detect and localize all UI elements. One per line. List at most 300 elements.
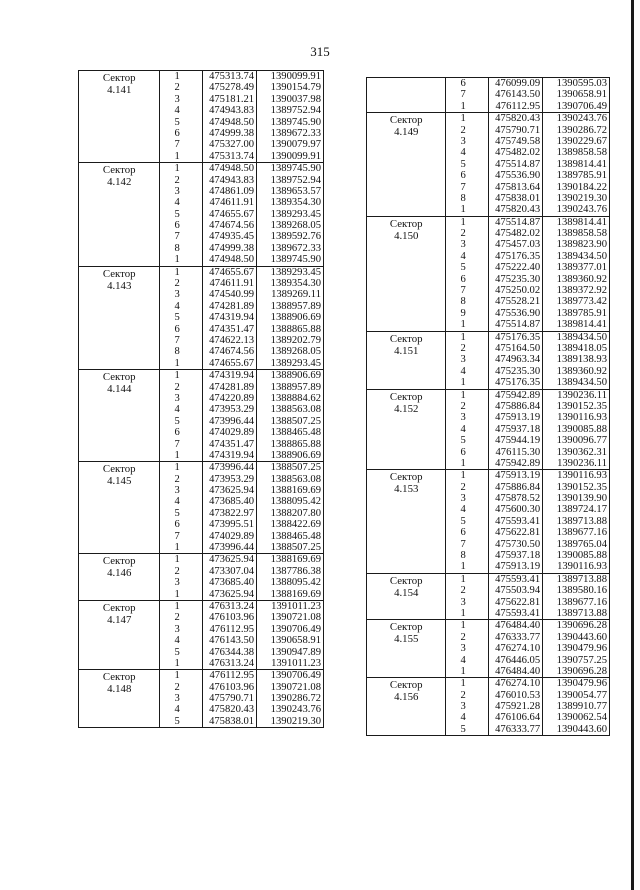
x-coordinate: 475838.01 [209, 715, 255, 727]
y-coordinate: 1389814.41 [556, 216, 607, 228]
sector-label [79, 462, 160, 554]
y-coordinate: 1390696.28 [556, 665, 607, 677]
sector-number: 4.156 [394, 691, 419, 704]
y-coordinate: 1389202.79 [270, 334, 321, 346]
point-number: 1 [174, 670, 180, 682]
x-coordinate: 475514.87 [495, 158, 541, 170]
y-coordinate: 1390706.49 [556, 100, 607, 112]
nodes-cell [446, 678, 489, 736]
sector-block [367, 78, 610, 113]
y-coordinate: 1388865.88 [270, 323, 321, 335]
point-number: 1 [174, 163, 180, 175]
point-number: 2 [460, 400, 466, 412]
nodes-cell [160, 462, 203, 554]
point-number: 2 [174, 565, 180, 577]
sector-block [367, 113, 610, 217]
x-coordinate: 475913.19 [495, 412, 541, 424]
point-number: 3 [460, 643, 466, 655]
point-number: 3 [174, 392, 180, 404]
x-coordinate: 475528.21 [495, 296, 541, 308]
nodes-cell [446, 78, 489, 113]
point-number: 1 [460, 113, 466, 125]
x-coordinate: 475313.74 [209, 71, 255, 82]
x-coordinate: 475514.87 [495, 319, 541, 331]
ys-cell [543, 470, 610, 574]
y-coordinate: 1390362.31 [556, 446, 607, 458]
y-coordinate: 1389785.91 [556, 170, 607, 182]
sector-block [79, 600, 324, 669]
y-coordinate: 1390219.30 [270, 715, 321, 727]
sector-label [367, 331, 446, 389]
x-coordinate: 473685.40 [209, 496, 255, 508]
y-coordinate: 1389814.41 [556, 158, 607, 170]
x-coordinate: 475482.02 [495, 228, 541, 240]
x-coordinate: 474319.94 [209, 370, 255, 382]
x-coordinate: 474540.99 [209, 289, 255, 301]
sector-name: Сектор [389, 679, 423, 692]
sector-block [79, 163, 324, 267]
x-coordinate: 474943.83 [209, 105, 255, 117]
point-number: 3 [460, 596, 466, 608]
x-coordinate: 474655.67 [209, 357, 255, 369]
x-coordinate: 475593.41 [495, 515, 541, 527]
y-coordinate: 1390152.35 [556, 481, 607, 493]
x-coordinate: 474963.34 [495, 354, 541, 366]
x-coordinate: 475278.49 [209, 82, 255, 94]
x-coordinate: 474351.47 [209, 438, 255, 450]
xs-cell [203, 600, 257, 669]
sector-label [367, 470, 446, 574]
point-number: 1 [174, 71, 180, 82]
y-coordinate: 1389434.50 [556, 250, 607, 262]
y-coordinate: 1390243.76 [556, 113, 607, 125]
sector-number: 4.144 [107, 383, 132, 396]
y-coordinate: 1389580.16 [556, 585, 607, 597]
y-coordinate: 1389785.91 [556, 307, 607, 319]
y-coordinate: 1388884.62 [270, 392, 321, 404]
y-coordinate: 1389268.05 [270, 346, 321, 358]
sector-label [367, 78, 446, 113]
sector-label [79, 670, 160, 728]
x-coordinate: 475622.81 [495, 596, 541, 608]
nodes-cell [446, 389, 489, 470]
x-coordinate: 474319.94 [209, 312, 255, 324]
point-number: 7 [174, 139, 180, 151]
x-coordinate: 473953.29 [209, 404, 255, 416]
point-number: 2 [174, 681, 180, 693]
sector-label [367, 216, 446, 331]
y-coordinate: 1389910.77 [556, 701, 607, 713]
x-coordinate: 473625.94 [209, 554, 255, 566]
xs-cell [203, 71, 257, 163]
page-number: 315 [310, 44, 330, 59]
point-number: 5 [174, 116, 180, 128]
sector-number: 4.141 [107, 84, 132, 96]
x-coordinate: 474029.89 [209, 427, 255, 439]
ys-cell [543, 216, 610, 331]
y-coordinate: 1390286.72 [556, 124, 607, 136]
point-number: 3 [174, 623, 180, 635]
sector-block [367, 331, 610, 389]
xs-cell [489, 331, 543, 389]
ys-cell [543, 389, 610, 470]
point-number: 7 [460, 181, 466, 193]
point-number: 6 [460, 273, 466, 285]
y-coordinate: 1389752.94 [270, 105, 321, 117]
x-coordinate: 473822.97 [209, 507, 255, 519]
x-coordinate: 475944.19 [495, 435, 541, 447]
sector-block [367, 620, 610, 678]
y-coordinate: 1388563.08 [270, 473, 321, 485]
point-number: 4 [174, 496, 180, 508]
sector-number: 4.142 [107, 176, 132, 189]
point-number: 2 [460, 228, 466, 240]
nodes-cell [160, 600, 203, 669]
y-coordinate: 1391011.23 [271, 600, 321, 612]
nodes-cell [446, 216, 489, 331]
x-coordinate: 474319.94 [209, 449, 255, 461]
y-coordinate: 1390658.91 [270, 635, 321, 647]
point-number: 1 [174, 370, 180, 382]
xs-cell [489, 113, 543, 217]
x-coordinate: 475536.90 [495, 170, 541, 182]
point-number: 1 [174, 588, 180, 600]
sector-name: Сектор [389, 621, 423, 634]
y-coordinate: 1390595.03 [556, 78, 607, 89]
y-coordinate: 1389745.90 [270, 163, 321, 175]
sector-label [79, 600, 160, 669]
sector-number: 4.150 [394, 229, 419, 242]
point-number: 1 [460, 204, 466, 216]
y-coordinate: 1388957.89 [270, 381, 321, 393]
y-coordinate: 1389653.57 [270, 185, 321, 197]
y-coordinate: 1389858.58 [556, 228, 607, 240]
point-number: 8 [174, 242, 180, 254]
x-coordinate: 476103.96 [209, 612, 255, 624]
ys-cell [543, 113, 610, 217]
xs-cell [489, 573, 543, 620]
sector-label [367, 573, 446, 620]
y-coordinate: 1390116.93 [557, 470, 607, 482]
xs-cell [203, 163, 257, 267]
x-coordinate: 476313.24 [209, 657, 255, 669]
point-number: 2 [174, 612, 180, 624]
sector-name: Сектор [389, 390, 423, 403]
point-number: 1 [174, 449, 180, 461]
point-number: 1 [460, 100, 466, 112]
sector-block [79, 462, 324, 554]
sector-number: 4.149 [394, 126, 419, 139]
point-number: 1 [460, 561, 466, 573]
y-coordinate: 1388507.25 [270, 462, 321, 474]
point-number: 1 [174, 657, 180, 669]
y-coordinate: 1390062.54 [556, 712, 607, 724]
point-number: 5 [460, 435, 466, 447]
nodes-cell [446, 331, 489, 389]
y-coordinate: 1389677.16 [556, 596, 607, 608]
point-number: 6 [174, 323, 180, 335]
point-number: 5 [460, 262, 466, 274]
y-coordinate: 1389858.58 [556, 147, 607, 159]
y-coordinate: 1389377.01 [556, 262, 607, 274]
sector-block [79, 71, 324, 163]
y-coordinate: 1389360.92 [556, 365, 607, 377]
y-coordinate: 1390706.49 [270, 623, 321, 635]
ys-cell [543, 678, 610, 736]
xs-cell [489, 678, 543, 736]
y-coordinate: 1390085.88 [556, 550, 607, 562]
x-coordinate: 475327.00 [209, 139, 255, 151]
point-number: 1 [460, 620, 466, 632]
point-number: 4 [174, 300, 180, 312]
sector-name: Сектор [389, 217, 423, 230]
point-number: 1 [174, 462, 180, 474]
x-coordinate: 475921.28 [495, 701, 541, 713]
y-coordinate: 1389418.05 [556, 342, 607, 354]
x-coordinate: 475790.71 [495, 124, 541, 136]
point-number: 7 [174, 231, 180, 243]
y-coordinate: 1389773.42 [556, 296, 607, 308]
point-number: 1 [174, 542, 180, 554]
x-coordinate: 475313.74 [209, 150, 255, 162]
x-coordinate: 476333.77 [495, 631, 541, 643]
x-coordinate: 476344.38 [209, 646, 255, 658]
y-coordinate: 1388507.25 [270, 542, 321, 554]
point-number: 8 [460, 296, 466, 308]
nodes-cell [160, 554, 203, 601]
point-number: 8 [460, 192, 466, 204]
y-coordinate: 1388465.48 [270, 530, 321, 542]
y-coordinate: 1389724.17 [556, 504, 607, 516]
x-coordinate: 475942.89 [495, 389, 541, 401]
nodes-cell [160, 670, 203, 728]
x-coordinate: 475593.41 [495, 607, 541, 619]
sector-number: 4.151 [394, 344, 419, 357]
point-number: 1 [460, 389, 466, 401]
y-coordinate: 1388865.88 [270, 438, 321, 450]
y-coordinate: 1391011.23 [271, 657, 321, 669]
point-number: 6 [460, 170, 466, 182]
x-coordinate: 474281.89 [209, 381, 255, 393]
point-number: 5 [460, 515, 466, 527]
x-coordinate: 475878.52 [495, 493, 541, 505]
x-coordinate: 474999.38 [209, 127, 255, 139]
y-coordinate: 1390443.60 [556, 631, 607, 643]
x-coordinate: 475622.81 [495, 527, 541, 539]
y-coordinate: 1389672.33 [270, 127, 321, 139]
y-coordinate: 1390154.79 [270, 82, 321, 94]
sector-name: Сектор [102, 555, 136, 568]
point-number: 9 [460, 307, 466, 319]
sector-name: Сектор [389, 471, 423, 484]
sector-number: 4.148 [107, 683, 132, 696]
nodes-cell [446, 113, 489, 217]
point-number: 6 [174, 519, 180, 531]
point-number: 7 [174, 530, 180, 542]
point-number: 3 [460, 701, 466, 713]
sector-label [367, 113, 446, 217]
x-coordinate: 476112.95 [495, 100, 541, 112]
left-column [78, 70, 324, 728]
point-number: 6 [174, 220, 180, 232]
ys-cell [257, 554, 324, 601]
point-number: 2 [460, 585, 466, 597]
y-coordinate: 1390116.93 [557, 412, 607, 424]
point-number: 6 [460, 527, 466, 539]
x-coordinate: 474674.56 [209, 346, 255, 358]
y-coordinate: 1389713.88 [556, 607, 607, 619]
sector-number: 4.152 [394, 402, 419, 415]
y-coordinate: 1390085.88 [556, 423, 607, 435]
y-coordinate: 1389138.93 [556, 354, 607, 366]
y-coordinate: 1390947.89 [270, 646, 321, 658]
point-number: 5 [174, 415, 180, 427]
sector-label [79, 554, 160, 601]
point-number: 4 [460, 250, 466, 262]
point-number: 8 [174, 346, 180, 358]
point-number: 4 [460, 504, 466, 516]
x-coordinate: 476112.95 [209, 623, 255, 635]
point-number: 2 [460, 124, 466, 136]
xs-cell [203, 670, 257, 728]
point-number: 5 [460, 723, 466, 735]
y-coordinate: 1389293.45 [270, 357, 321, 369]
x-coordinate: 473953.29 [209, 473, 255, 485]
y-coordinate: 1390037.98 [270, 93, 321, 105]
nodes-cell [446, 470, 489, 574]
y-coordinate: 1389360.92 [556, 273, 607, 285]
x-coordinate: 476106.64 [495, 712, 541, 724]
point-number: 5 [460, 158, 466, 170]
x-coordinate: 474351.47 [209, 323, 255, 335]
x-coordinate: 476313.24 [209, 600, 255, 612]
x-coordinate: 473625.94 [209, 588, 255, 600]
point-number: 2 [174, 174, 180, 186]
point-number: 6 [460, 78, 466, 89]
x-coordinate: 475790.71 [209, 693, 255, 705]
y-coordinate: 1390219.30 [556, 192, 607, 204]
x-coordinate: 473996.44 [209, 462, 255, 474]
sector-label [79, 163, 160, 267]
right-column [366, 77, 610, 736]
x-coordinate: 475913.19 [495, 561, 541, 573]
xs-cell [203, 462, 257, 554]
x-coordinate: 476274.10 [495, 678, 541, 690]
x-coordinate: 474655.67 [209, 208, 255, 220]
ys-cell [257, 600, 324, 669]
x-coordinate: 476484.40 [495, 620, 541, 632]
y-coordinate: 1389372.92 [556, 285, 607, 297]
x-coordinate: 476333.77 [495, 723, 541, 735]
point-number: 7 [174, 334, 180, 346]
y-coordinate: 1389354.30 [270, 197, 321, 209]
x-coordinate: 475503.94 [495, 585, 541, 597]
ys-cell [257, 670, 324, 728]
x-coordinate: 475886.84 [495, 481, 541, 493]
x-coordinate: 475176.35 [495, 331, 541, 343]
x-coordinate: 475820.43 [495, 113, 541, 125]
point-number: 1 [460, 607, 466, 619]
point-number: 1 [460, 457, 466, 469]
y-coordinate: 1388169.69 [270, 485, 321, 497]
point-number: 4 [460, 365, 466, 377]
x-coordinate: 475235.30 [495, 365, 541, 377]
x-coordinate: 475176.35 [495, 250, 541, 262]
point-number: 5 [174, 507, 180, 519]
y-coordinate: 1389434.50 [556, 331, 607, 343]
y-coordinate: 1390479.96 [556, 643, 607, 655]
x-coordinate: 475937.18 [495, 550, 541, 562]
y-coordinate: 1390054.77 [556, 689, 607, 701]
x-coordinate: 475942.89 [495, 457, 541, 469]
sector-label [367, 620, 446, 678]
point-number: 1 [174, 357, 180, 369]
point-number: 3 [174, 289, 180, 301]
sector-name: Сектор [102, 371, 136, 384]
y-coordinate: 1388507.25 [270, 415, 321, 427]
y-coordinate: 1389814.41 [556, 319, 607, 331]
x-coordinate: 473996.44 [209, 542, 255, 554]
x-coordinate: 476010.53 [495, 689, 541, 701]
point-number: 5 [174, 208, 180, 220]
y-coordinate: 1389293.45 [270, 266, 321, 278]
point-number: 5 [174, 646, 180, 658]
y-coordinate: 1390184.22 [556, 181, 607, 193]
point-number: 1 [174, 150, 180, 162]
ys-cell [257, 266, 324, 370]
y-coordinate: 1390721.08 [270, 612, 321, 624]
y-coordinate: 1389672.33 [270, 242, 321, 254]
x-coordinate: 475749.58 [495, 135, 541, 147]
point-number: 1 [174, 254, 180, 266]
point-number: 4 [174, 404, 180, 416]
y-coordinate: 1387786.38 [270, 565, 321, 577]
x-coordinate: 474674.56 [209, 220, 255, 232]
nodes-cell [446, 573, 489, 620]
x-coordinate: 475164.50 [495, 342, 541, 354]
nodes-cell [446, 620, 489, 678]
x-coordinate: 475176.35 [495, 377, 541, 389]
x-coordinate: 474611.91 [209, 278, 255, 290]
point-number: 6 [460, 446, 466, 458]
y-coordinate: 1390116.93 [557, 561, 607, 573]
y-coordinate: 1388906.69 [270, 312, 321, 324]
coordinates-table-left [78, 70, 324, 728]
x-coordinate: 474029.89 [209, 530, 255, 542]
point-number: 2 [460, 481, 466, 493]
x-coordinate: 475250.02 [495, 285, 541, 297]
nodes-cell [160, 163, 203, 267]
y-coordinate: 1388422.69 [270, 519, 321, 531]
coordinates-table-right [366, 77, 610, 736]
y-coordinate: 1390152.35 [556, 400, 607, 412]
point-number: 3 [174, 93, 180, 105]
x-coordinate: 474948.50 [209, 254, 255, 266]
xs-cell [489, 620, 543, 678]
x-coordinate: 474611.91 [209, 197, 255, 209]
x-coordinate: 475730.50 [495, 538, 541, 550]
x-coordinate: 475222.40 [495, 262, 541, 274]
y-coordinate: 1388906.69 [270, 449, 321, 461]
y-coordinate: 1390139.90 [556, 493, 607, 505]
point-number: 7 [460, 285, 466, 297]
y-coordinate: 1390079.97 [270, 139, 321, 151]
y-coordinate: 1389592.76 [270, 231, 321, 243]
point-number: 3 [460, 493, 466, 505]
sector-number: 4.146 [107, 567, 132, 580]
x-coordinate: 473685.40 [209, 577, 255, 589]
point-number: 7 [460, 89, 466, 101]
